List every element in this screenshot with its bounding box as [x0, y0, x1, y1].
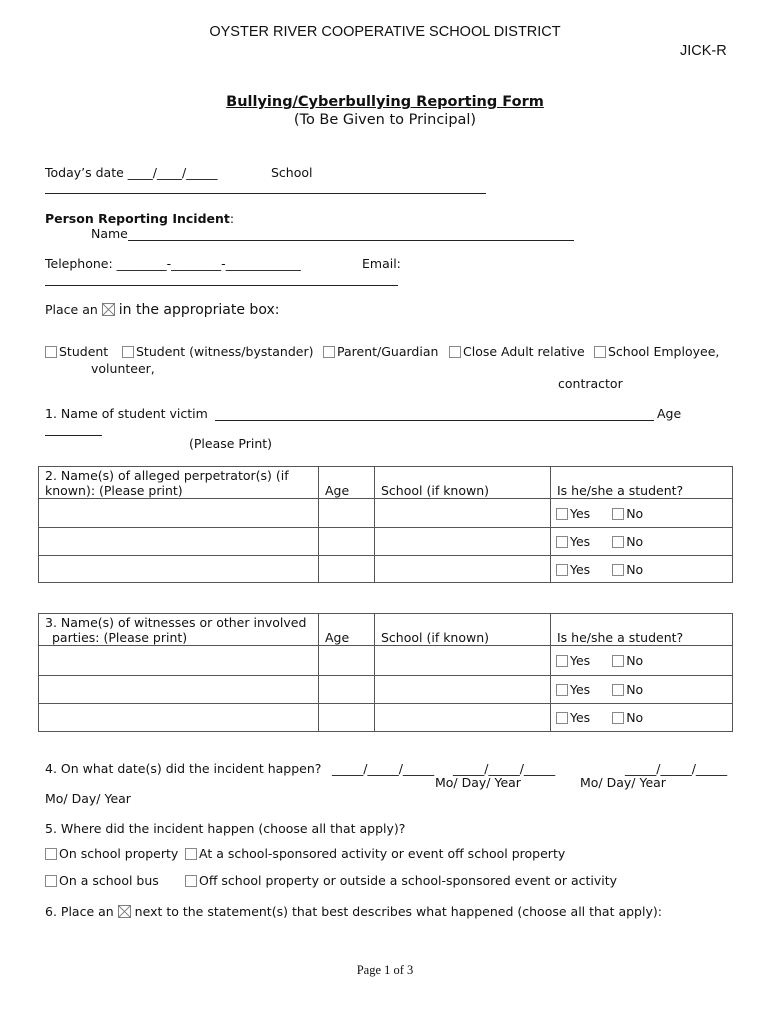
school-cell[interactable]	[375, 499, 551, 528]
table-row	[39, 556, 733, 583]
role-relative[interactable]: Close Adult relative	[449, 344, 585, 359]
table-row	[39, 528, 733, 556]
table-row	[39, 704, 733, 732]
name-cell[interactable]	[39, 499, 319, 528]
date-blank-3[interactable]: _____/_____/_____	[625, 761, 728, 776]
student-yn-cell: Yes No	[551, 556, 733, 583]
checkbox-icon[interactable]	[612, 536, 624, 548]
checkbox-icon[interactable]	[612, 684, 624, 696]
school-input-line[interactable]	[45, 193, 486, 194]
email-label: Email:	[362, 256, 401, 271]
student-question-header: Is he/she a student?	[551, 614, 733, 646]
checkbox-icon[interactable]	[612, 712, 624, 724]
school-header: School (if known)	[375, 614, 551, 646]
telephone-field[interactable]: Telephone: ________-________-____________	[45, 256, 301, 271]
perpetrator-name-header: 2. Name(s) of alleged perpetrator(s) (if known): (Please print)	[39, 467, 319, 499]
checkbox-icon[interactable]	[449, 346, 461, 358]
role-witness[interactable]: Student (witness/bystander)	[122, 344, 313, 359]
table-row	[39, 499, 733, 528]
date-blank-2[interactable]: _____/_____/_____	[453, 761, 556, 776]
checkbox-icon[interactable]	[556, 655, 568, 667]
name-cell[interactable]	[39, 676, 319, 704]
checkbox-icon[interactable]	[556, 536, 568, 548]
role-parent[interactable]: Parent/Guardian	[323, 344, 438, 359]
date-format-hint: Mo/ Day/ Year	[435, 775, 521, 790]
name-cell[interactable]	[39, 646, 319, 676]
name-cell[interactable]	[39, 528, 319, 556]
perpetrators-table	[38, 466, 733, 583]
victim-label: 1. Name of student victim	[45, 406, 208, 421]
checkbox-icon[interactable]	[185, 875, 197, 887]
table-header-row	[39, 614, 733, 646]
age-cell[interactable]	[319, 528, 375, 556]
school-label: School	[271, 165, 313, 180]
student-yn-cell: Yes No	[551, 704, 733, 732]
reporter-name-input[interactable]	[128, 240, 574, 241]
age-header: Age	[319, 614, 375, 646]
age-cell[interactable]	[319, 646, 375, 676]
form-title: Bullying/Cyberbullying Reporting Form	[226, 94, 544, 110]
location-school-property[interactable]: On school property	[45, 846, 178, 861]
instruction-text: Place an in the appropriate box:	[45, 302, 280, 318]
q5-label: 5. Where did the incident happen (choose all that apply)?	[45, 821, 406, 836]
location-sponsored-activity[interactable]: At a school-sponsored activity or event off school property	[185, 846, 565, 861]
student-yn-cell: Yes No	[551, 528, 733, 556]
school-cell[interactable]	[375, 676, 551, 704]
date-blank-1[interactable]: _____/_____/_____	[332, 761, 435, 776]
age-header: Age	[319, 467, 375, 499]
checkbox-icon[interactable]	[556, 564, 568, 576]
student-yn-cell: Yes No	[551, 499, 733, 528]
x-mark-box-icon	[118, 905, 131, 918]
checkbox-icon[interactable]	[594, 346, 606, 358]
x-mark-box-icon	[102, 303, 115, 316]
role-contractor: contractor	[558, 376, 623, 391]
age-cell[interactable]	[319, 704, 375, 732]
role-student[interactable]: Student	[45, 344, 108, 359]
school-cell[interactable]	[375, 704, 551, 732]
todays-date-field[interactable]: Today’s date ____/____/_____	[45, 165, 218, 180]
checkbox-icon[interactable]	[45, 848, 57, 860]
school-header: School (if known)	[375, 467, 551, 499]
school-cell[interactable]	[375, 556, 551, 583]
form-subtitle: (To Be Given to Principal)	[293, 112, 477, 128]
name-cell[interactable]	[39, 704, 319, 732]
name-cell[interactable]	[39, 556, 319, 583]
checkbox-icon[interactable]	[323, 346, 335, 358]
page-number: Page 1 of 3	[356, 963, 414, 977]
checkbox-icon[interactable]	[612, 508, 624, 520]
table-row	[39, 646, 733, 676]
role-employee-cont: volunteer,	[91, 361, 155, 376]
table-header-row	[39, 467, 733, 499]
district-name: OYSTER RIVER COOPERATIVE SCHOOL DISTRICT	[209, 24, 561, 40]
date-format-hint: Mo/ Day/ Year	[45, 791, 131, 806]
location-off-property[interactable]: Off school property or outside a school-sponsored event or activity	[185, 873, 617, 888]
school-cell[interactable]	[375, 646, 551, 676]
age-cell[interactable]	[319, 499, 375, 528]
table-row	[39, 676, 733, 704]
checkbox-icon[interactable]	[45, 875, 57, 887]
q6-label: 6. Place an next to the statement(s) that best describes what happened (choose all that apply):	[45, 904, 662, 919]
checkbox-icon[interactable]	[185, 848, 197, 860]
victim-name-input[interactable]	[215, 420, 654, 421]
victim-age-label: Age	[657, 406, 682, 421]
reporter-name-label: Name	[91, 226, 128, 241]
witnesses-table	[38, 613, 733, 732]
checkbox-icon[interactable]	[612, 655, 624, 667]
checkbox-icon[interactable]	[612, 564, 624, 576]
student-yn-cell: Yes No	[551, 676, 733, 704]
student-question-header: Is he/she a student?	[551, 467, 733, 499]
checkbox-icon[interactable]	[556, 684, 568, 696]
q4-label: 4. On what date(s) did the incident happen?	[45, 761, 322, 776]
victim-age-input[interactable]	[45, 435, 102, 436]
checkbox-icon[interactable]	[556, 508, 568, 520]
checkbox-icon[interactable]	[122, 346, 134, 358]
student-yn-cell: Yes No	[551, 646, 733, 676]
age-cell[interactable]	[319, 556, 375, 583]
print-note: (Please Print)	[189, 436, 273, 451]
checkbox-icon[interactable]	[45, 346, 57, 358]
checkbox-icon[interactable]	[556, 712, 568, 724]
role-employee[interactable]: School Employee,	[594, 344, 719, 359]
reporter-heading: Person Reporting Incident:	[45, 211, 235, 226]
location-school-bus[interactable]: On a school bus	[45, 873, 159, 888]
age-cell[interactable]	[319, 676, 375, 704]
date-format-hint: Mo/ Day/ Year	[580, 775, 666, 790]
school-cell[interactable]	[375, 528, 551, 556]
email-input-line[interactable]	[45, 285, 398, 286]
policy-code: JICK-R	[680, 43, 727, 59]
witness-name-header: 3. Name(s) of witnesses or other involved parties: (Please print)	[39, 614, 319, 646]
